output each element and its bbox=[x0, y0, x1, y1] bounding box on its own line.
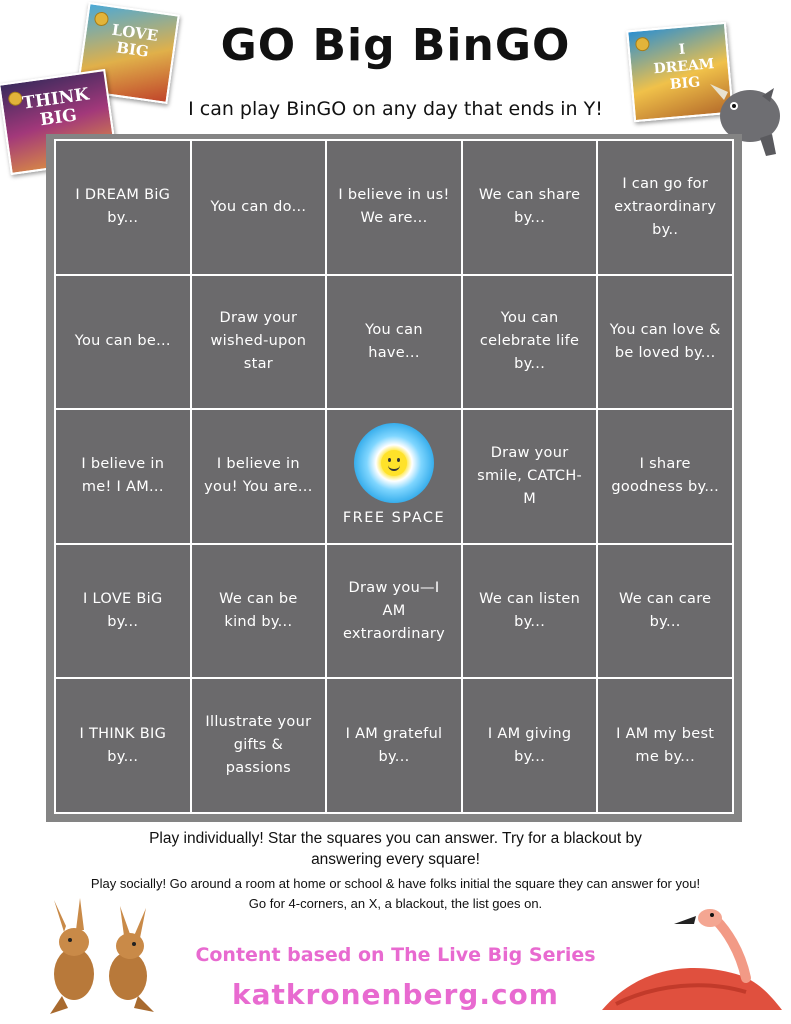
bingo-square[interactable]: You can do... bbox=[192, 141, 326, 274]
bingo-square[interactable]: I believe in me! I AM... bbox=[56, 410, 190, 543]
bingo-square[interactable]: We can listen by... bbox=[463, 545, 597, 678]
bingo-square[interactable]: We can be kind by... bbox=[192, 545, 326, 678]
content-note: Content based on The Live Big Series bbox=[195, 944, 596, 966]
page-title: GO Big BinGO bbox=[220, 20, 571, 71]
page-subtitle: I can play BinGO on any day that ends in Y! bbox=[188, 98, 603, 120]
bingo-board bbox=[46, 134, 742, 822]
bingo-square[interactable]: You can be... bbox=[56, 276, 190, 409]
individual-instructions bbox=[0, 828, 791, 870]
bingo-square[interactable]: I AM giving by... bbox=[463, 679, 597, 812]
bingo-square[interactable]: I believe in us! We are... bbox=[327, 141, 461, 274]
free-space-square[interactable] bbox=[327, 410, 461, 543]
bingo-square[interactable]: Draw you—I AM extraordinary bbox=[327, 545, 461, 678]
bingo-square[interactable]: You can love & be loved by... bbox=[598, 276, 732, 409]
bingo-square[interactable]: We can share by... bbox=[463, 141, 597, 274]
dream-big-book-title: I DREAM BIG bbox=[652, 41, 715, 93]
bingo-square[interactable]: You can have... bbox=[327, 276, 461, 409]
bingo-square[interactable]: I LOVE BiG by... bbox=[56, 545, 190, 678]
bingo-grid bbox=[54, 139, 734, 814]
bingo-square[interactable]: Draw your smile, CATCH-M bbox=[463, 410, 597, 543]
bingo-square[interactable]: I AM grateful by... bbox=[327, 679, 461, 812]
smiley-face-icon bbox=[381, 450, 407, 476]
bingo-square[interactable]: Illustrate your gifts & passions bbox=[192, 679, 326, 812]
bingo-square[interactable]: You can celebrate life by... bbox=[463, 276, 597, 409]
bingo-square[interactable]: I DREAM BiG by... bbox=[56, 141, 190, 274]
bingo-square[interactable]: We can care by... bbox=[598, 545, 732, 678]
think-big-book-title: THINK BIG bbox=[21, 84, 91, 131]
bingo-square[interactable]: Draw your wished-upon star bbox=[192, 276, 326, 409]
individual-instructions-line: answering every square! bbox=[311, 851, 480, 868]
bingo-square[interactable]: I believe in you! You are... bbox=[192, 410, 326, 543]
love-big-book-title: LOVE BIG bbox=[110, 20, 160, 61]
bingo-square[interactable]: I can go for extraordinary by.. bbox=[598, 141, 732, 274]
bingo-square[interactable]: I THINK BIG by... bbox=[56, 679, 190, 812]
social-instructions-line: Play socially! Go around a room at home or school & have folks initial the square they can answer for you! bbox=[90, 876, 701, 891]
bingo-square[interactable]: I share goodness by... bbox=[598, 410, 732, 543]
social-instructions-line: Go for 4-corners, an X, a blackout, the list goes on. bbox=[248, 896, 543, 911]
free-space-label: FREE SPACE bbox=[342, 509, 446, 526]
bingo-square[interactable]: I AM my best me by... bbox=[598, 679, 732, 812]
smiling-sun-icon bbox=[354, 423, 434, 503]
website-link[interactable]: katkronenberg.com bbox=[232, 978, 559, 1011]
individual-instructions-line: Play individually! Star the squares you can answer. Try for a blackout by bbox=[149, 830, 642, 847]
